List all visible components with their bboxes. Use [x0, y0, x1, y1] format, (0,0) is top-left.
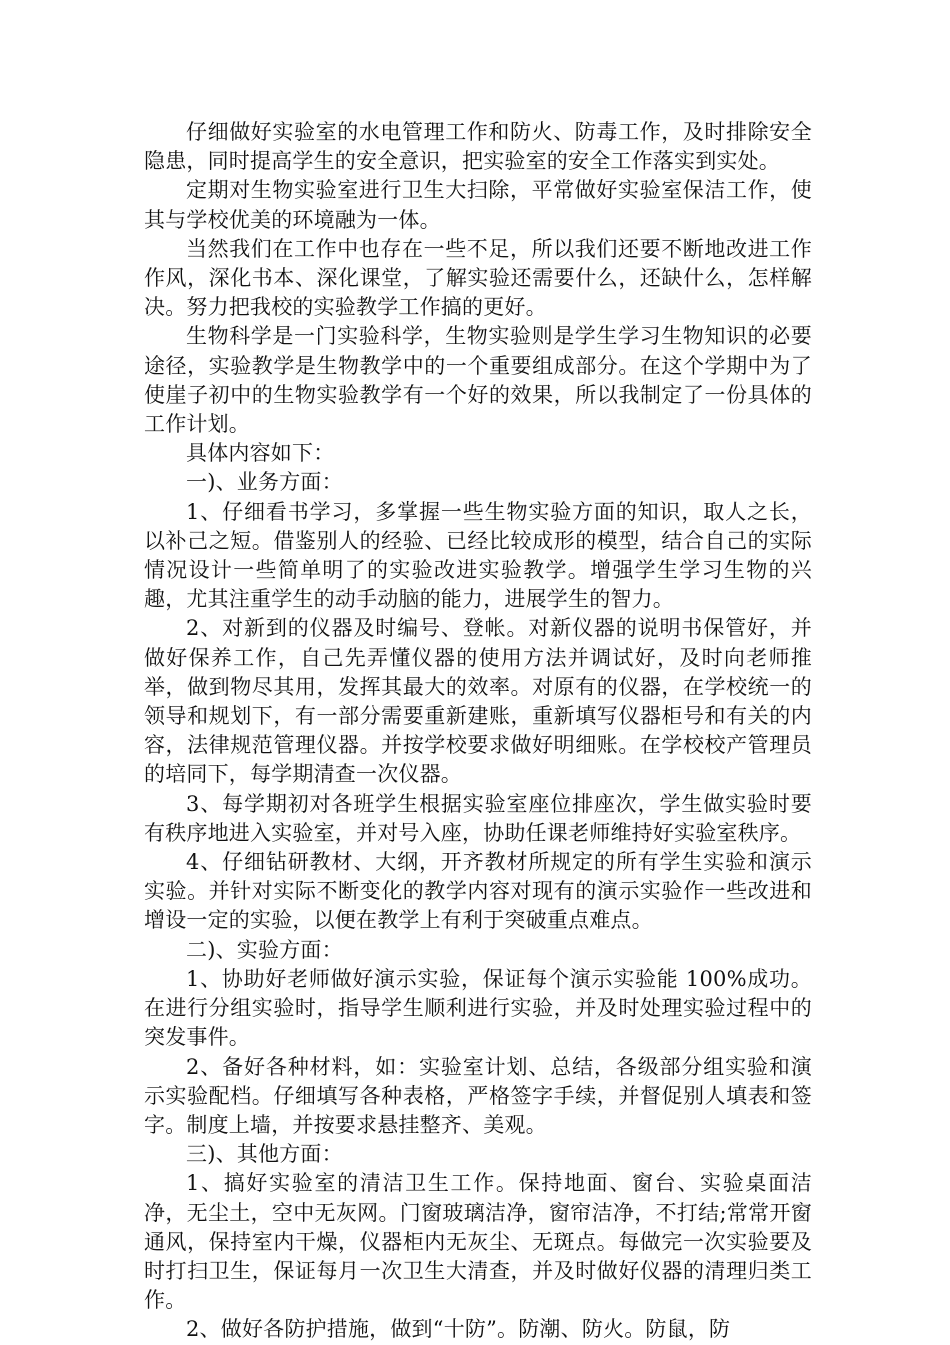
- section-heading-experiment: 二)、实验方面：: [186, 937, 343, 962]
- paragraph-business-2: 2、对新到的仪器及时编号、登帐。对新仪器的说明书保管好，并做好保养工作，自己先弄懂仪器的使用方法并调试好，及时向老师推举，做到物尽其用，发挥其最大的效率。对原有的仪器，在学校统一的领导和规划下，有一部分需要重新建账，重新填写仪器柜号和有关的内容，法律规范管理仪器。并按学校要求做好明细账。在学校校产管理员的培同下，每学期清查一次仪器。: [144, 616, 812, 787]
- paragraph-experiment-2: 2、备好各种材料，如：实验室计划、总结，各级部分组实验和演示实验配档。仔细填写各种表格，严格签字手续，并督促别人填表和签字。制度上墙，并按要求悬挂整齐、美观。: [144, 1054, 812, 1137]
- paragraph-content-intro: 具体内容如下：: [186, 441, 335, 466]
- paragraph-lab-safety: 仔细做好实验室的水电管理工作和防火、防毒工作，及时排除安全隐患，同时提高学生的安全意识，把实验室的安全工作落实到实处。: [144, 120, 812, 174]
- paragraph-business-1: 1、仔细看书学习，多掌握一些生物实验方面的知识，取人之长，以补己之短。借鉴别人的经验、已经比较成形的模型，结合自己的实际情况设计一些简单明了的实验改进实验教学。增强学生学习生物的兴趣，尤其注重学生的动手动脑的能力，进展学生的智力。: [144, 499, 812, 612]
- section-heading-business: 一)、业务方面：: [186, 470, 343, 495]
- paragraph-business-3: 3、每学期初对各班学生根据实验室座位排座次，学生做实验时要有秩序地进入实验室，并对号入座，协助任课老师维持好实验室秩序。: [144, 791, 812, 845]
- section-heading-other: 三)、其他方面：: [186, 1142, 343, 1167]
- paragraph-experiment-1: 1、协助好老师做好演示实验，保证每个演示实验能 100%成功。在进行分组实验时，指导学生顺利进行实验，并及时处理实验过程中的突发事件。: [144, 966, 812, 1050]
- paragraph-shortcomings: 当然我们在工作中也存在一些不足，所以我们还要不断地改进工作作风，深化书本、深化课堂，了解实验还需要什么，还缺什么，怎样解决。努力把我校的实验教学工作搞的更好。: [144, 236, 812, 320]
- paragraph-biology-intro: 生物科学是一门实验科学，生物实验则是学生学习生物知识的必要途径，实验教学是生物教学中的一个重要组成部分。在这个学期中为了使崖子初中的生物实验教学有一个好的效果，所以我制定了一份具体的工作计划。: [144, 324, 812, 437]
- paragraph-business-4: 4、仔细钻研教材、大纲，开齐教材所规定的所有学生实验和演示实验。并针对实际不断变化的教学内容对现有的演示实验作一些改进和增设一定的实验，以便在教学上有利于突破重点难点。: [144, 850, 812, 933]
- paragraph-other-2: 2、做好各防护措施，做到“十防”。防潮、防火。防鼠，防: [186, 1317, 731, 1342]
- paragraph-other-1: 1、搞好实验室的清洁卫生工作。保持地面、窗台、实验桌面洁净，无尘土，空中无灰网。门窗玻璃洁净，窗帘洁净，不打结;常常开窗通风，保持室内干燥，仪器柜内无灰尘、无斑点。每做完一次实验要及时打扫卫生，保证每月一次卫生大清查，并及时做好仪器的清理归类工作。: [144, 1171, 812, 1313]
- paragraph-cleaning: 定期对生物实验室进行卫生大扫除，平常做好实验室保洁工作，使其与学校优美的环境融为一体。: [144, 178, 812, 232]
- document-body: [144, 118, 812, 1345]
